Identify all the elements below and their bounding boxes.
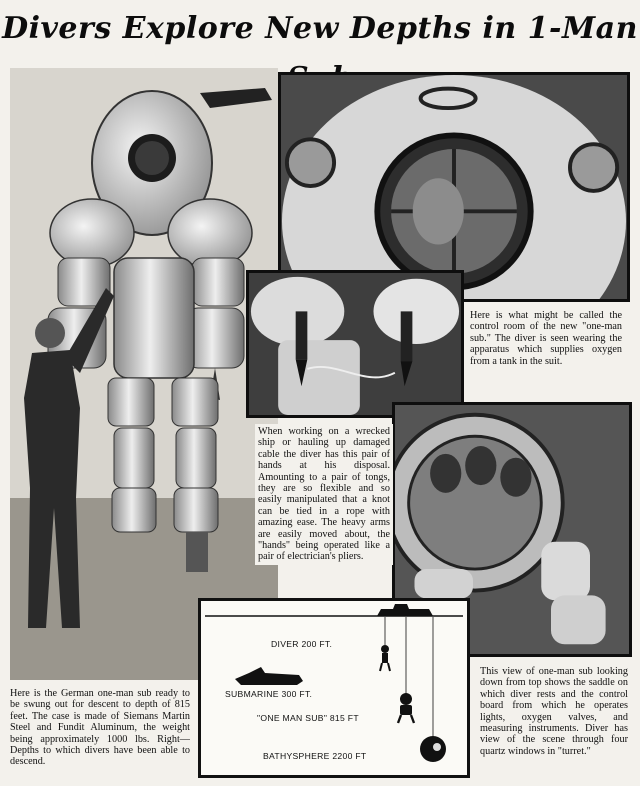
caption-hands: When working on a wrecked ship or hauling up damaged cable the diver has this pair of hands at his disposal. Amounting to a pair of tongs, they are so flexible and so easily manipulated that a knot can be tied in a rope with amazing ease. The heavy arms are easily moved about, the "hands" being operated like a pair of electrician's pliers. (255, 424, 393, 565)
label-bathysphere: BATHYSPHERE 2200 FT (263, 751, 367, 761)
ship-icon (377, 604, 433, 616)
diving-suit-illustration (10, 68, 278, 680)
depth-diagram (198, 598, 470, 778)
label-one-man-sub: "ONE MAN SUB" 815 FT (257, 713, 359, 723)
caption-german-sub: Here is the German one-man sub ready to be swung out for descent to depth of 815 feet. The case is made of Siemans Martin Steel and Fundit Aluminum, the weight being approximately 1000 lbs. Right—Depths to which divers have been able to descend. (10, 688, 190, 768)
caption-control-room: Here is what might be called the control room of the new "one-man sub." The diver is seen wearing the apparatus which supplies oxygen from a tank in the suit. (470, 310, 622, 367)
label-diver: DIVER 200 FT. (271, 639, 333, 649)
bathysphere-icon (420, 736, 446, 762)
headline: Divers Explore New Depths in 1-Man (2, 11, 638, 46)
control-room-illustration (281, 75, 627, 299)
depth-diagram-drawing (201, 601, 467, 775)
one-man-sub-icon (400, 693, 412, 705)
hands-illustration (249, 273, 461, 415)
caption-top-view: This view of one-man sub looking down from top shows the saddle on which diver rests and the control board from which he operates lights, oxygen valves, and measuring instruments. Diver has view of the scene through four quartz windows in "turret." (480, 666, 628, 757)
photo-hands (246, 270, 464, 418)
photo-control-room (278, 72, 630, 302)
photo-diving-suit (10, 68, 278, 680)
submarine-icon (235, 667, 303, 685)
label-submarine: SUBMARINE 300 FT. (225, 689, 313, 699)
diver-icon (381, 645, 389, 653)
